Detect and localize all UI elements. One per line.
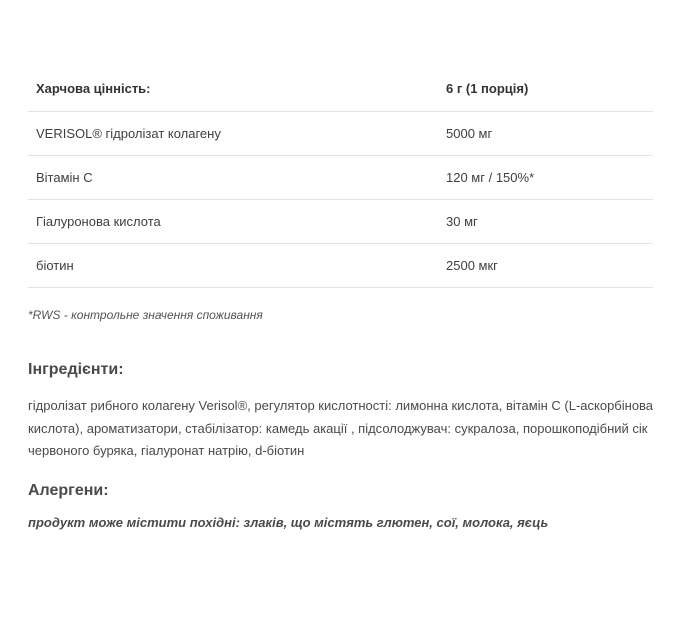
nutrition-table — [28, 66, 653, 288]
nutrient-value: 2500 мкг — [438, 244, 653, 288]
table-row — [28, 244, 653, 288]
nutrient-name: Вітамін C — [28, 156, 438, 200]
rws-footnote: *RWS - контрольне значення споживання — [28, 308, 263, 322]
nutrient-value: 5000 мг — [438, 112, 653, 156]
ingredients-heading: Інгредієнти: — [28, 361, 124, 378]
nutrient-value: 30 мг — [438, 200, 653, 244]
allergens-heading: Алергени: — [28, 482, 109, 499]
nutrition-table-header — [28, 66, 653, 112]
nutrient-value: 120 мг / 150%* — [438, 156, 653, 200]
nutrient-name: VERISOL® гідролізат колагену — [28, 112, 438, 156]
nutrition-header-value: 6 г (1 порція) — [438, 66, 653, 112]
ingredients-text: гідролізат рибного колагену Verisol®, регулятор кислотності: лимонна кислота, вітамін C (L-аскорбінова кислота), ароматизатори, стабілізатор: камедь акації , підсолоджувач: сукралоза, порошкоподібний сік червоного буряка, гіалуронат натрію, d-біотин — [28, 398, 654, 458]
nutrient-name: біотин — [28, 244, 438, 288]
table-row — [28, 200, 653, 244]
allergens-text: продукт може містити похідні: злаків, що містять глютен, сої, молока, яєць — [28, 515, 549, 530]
nutrient-name: Гіалуронова кислота — [28, 200, 438, 244]
nutrition-header-name: Харчова цінність: — [28, 66, 438, 112]
table-row — [28, 156, 653, 200]
table-row — [28, 112, 653, 156]
